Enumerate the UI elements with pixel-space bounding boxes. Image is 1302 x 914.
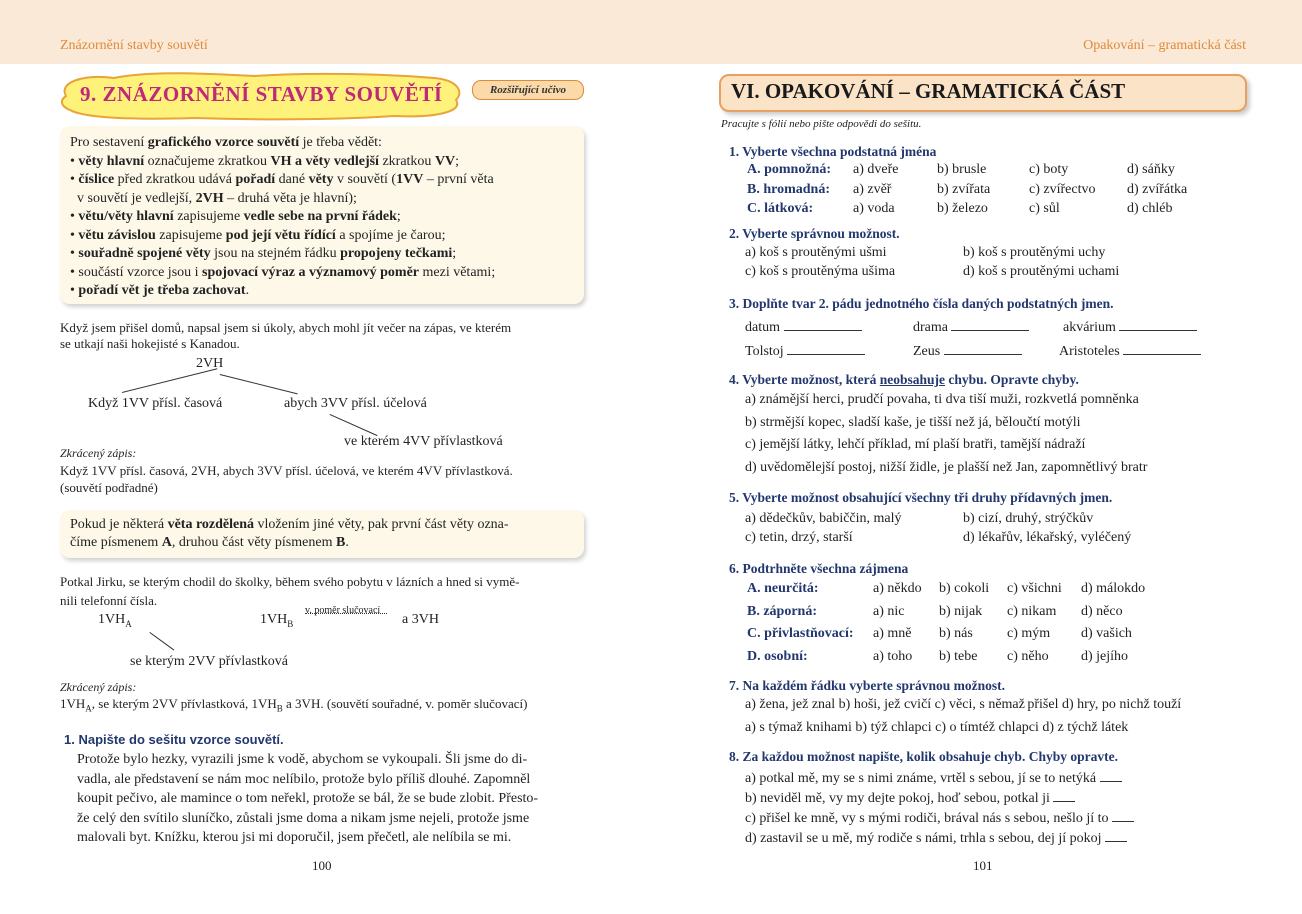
q6-row-label: D. osobní:: [747, 648, 808, 664]
q5-option: d) lékařův, lékařský, vyléčený: [963, 530, 1132, 545]
tree1-line: [220, 374, 298, 394]
q6-option: d) něco: [1081, 603, 1123, 619]
rule-line: • věty hlavní označujeme zkratkou VH a věty vedlejší zkratkou VV;: [70, 153, 460, 169]
q6-option: c) mým: [1007, 626, 1051, 641]
q6-option: d) vašich: [1081, 626, 1132, 641]
q6-row-label: C. přivlastňovací:: [747, 626, 854, 641]
q6-title: 6. Podtrhněte všechna zájmena: [729, 561, 909, 576]
exercise-line: malovali byt. Knížku, kterou jsi mi doporučil, jsem přečetl, ale nelíbila se mi.: [77, 830, 512, 845]
q1-option: b) železo: [937, 201, 988, 216]
q6-option: a) nic: [873, 603, 905, 619]
example-line: Potkal Jirku, se kterým chodil do školky, během svého pobytu v lázních a hned si vymě-: [60, 574, 520, 589]
rule-line: • větu/věty hlavní zapisujeme vedle sebe na první řádek;: [70, 209, 401, 224]
q1-option: d) chléb: [1127, 201, 1173, 216]
q6-option: c) nikam: [1007, 603, 1057, 619]
short-line: (souvětí podřadné): [60, 480, 158, 495]
q7-option: a) žena, jež znal b) hoši, jež cvičí c) věci, s němaž přišel d) hry, po nichž touží: [745, 697, 1182, 712]
q2-option: d) koš s proutěnými uchami: [963, 264, 1120, 279]
q6-option: c) všichni: [1007, 581, 1062, 596]
rule-line: • číslice před zkratkou udává pořadí dané věty v souvětí (1VV – první věta: [70, 172, 494, 187]
q8-option: b) neviděl mě, vy my dejte pokoj, hoď sebou, potkal ji: [745, 789, 1075, 807]
q4-title: 4. Vyberte možnost, která neobsahuje chybu. Opravte chyby.: [729, 372, 1079, 387]
page-number-left: 100: [312, 858, 332, 873]
tree2-line: [149, 632, 174, 650]
tree1-line: [122, 368, 217, 393]
rule-line: v souvětí je vedlejší, 2VH – druhá věta je hlavní);: [70, 190, 357, 206]
q6-option: b) cokoli: [939, 581, 990, 596]
example-line: Když jsem přišel domů, napsal jsem si úkoly, abych mohl jít večer na zápas, ve kterém: [60, 320, 512, 335]
rule-line: • součástí vzorce jsou i spojovací výraz a významový poměr mezi větami;: [70, 264, 496, 280]
q2-title: 2. Vyberte správnou možnost.: [729, 226, 900, 241]
right-running-head: Opakování – gramatická část: [1083, 38, 1246, 53]
short-notation-2: $1VH_A$, se kterým 2VV přívlastková, $1VH_B$ a 3VH. (souvětí souřadné, v. poměr slučovací): [60, 696, 528, 714]
q1-option: b) brusle: [937, 162, 987, 177]
tree2-dots: [305, 613, 387, 614]
q1-option: d) zvířátka: [1127, 181, 1188, 197]
q1-option: a) zvěř: [853, 181, 892, 197]
section-title: 9. ZNÁZORNĚNÍ STAVBY SOUVĚTÍ: [80, 82, 443, 106]
rules-box: [60, 126, 584, 304]
q5-option: c) tetin, drzý, starší: [745, 530, 853, 545]
q2-option: a) koš s proutěnými ušmi: [745, 245, 887, 260]
section-title-right: VI. OPAKOVÁNÍ – GRAMATICKÁ ČÁST: [731, 79, 1126, 103]
q6-option: d) jejího: [1081, 648, 1129, 664]
q3-word-blank: Aristoteles: [1059, 342, 1201, 360]
q6-option: c) něho: [1007, 648, 1049, 664]
exercise-line: vadla, ale představení se nám moc nelíbilo, protože bylo příliš dlouhé. Zapomněl: [77, 771, 531, 787]
q6-option: b) nijak: [939, 603, 983, 619]
left-running-head: Znázornění stavby souvětí: [60, 38, 208, 53]
tree1-node-3: ve kterém 4VV přívlastková: [344, 434, 503, 449]
short-label-2: Zkrácený zápis:: [60, 680, 137, 694]
q7-option: a) s týmaž knihami b) týž chlapci c) o tímtéž chlapci d) z týchž látek: [745, 720, 1129, 735]
rule-line: • pořadí vět je třeba zachovat.: [70, 283, 250, 298]
q1-row-label: C. látková:: [747, 201, 814, 216]
q6-option: b) nás: [939, 626, 973, 641]
page-header: [0, 0, 1302, 64]
rule-line: Pro sestavení grafického vzorce souvětí je třeba vědět:: [70, 135, 382, 150]
q1-option: c) zvířectvo: [1029, 181, 1096, 197]
exercise-line: koupit pečivo, ale mamince o tom neřekl, protože se bál, že se bude zlobit. Přesto-: [77, 791, 539, 806]
tree1-root: 2VH: [196, 356, 224, 371]
tree2-relation: v. poměr slučovací: [305, 605, 381, 616]
example-line: nili telefonní čísla.: [60, 593, 158, 608]
exercise-text: [77, 750, 538, 848]
example-sentence-2: [60, 572, 520, 610]
tree2-node-b: $1VH_B$: [260, 612, 294, 629]
split-sentence-box: [60, 510, 584, 558]
q5-title: 5. Vyberte možnost obsahující všechny tři druhy přídavných jmen.: [729, 490, 1113, 505]
q1-title: 1. Vyberte všechna podstatná jména: [729, 144, 937, 159]
q6-option: a) mně: [873, 626, 912, 641]
left-page: [0, 64, 651, 914]
q5-option: a) dědečkův, babiččin, malý: [745, 511, 902, 526]
q1-option: d) sáňky: [1127, 162, 1175, 177]
q8-title: 8. Za každou možnost napište, kolik obsahuje chyb. Chyby opravte.: [729, 749, 1118, 764]
q8-option: d) zastavil se u mě, mý rodiče s námi, trhla s sebou, dej jí pokoj: [745, 829, 1127, 847]
example-sentence-1: [60, 320, 511, 352]
q1-row-label: A. pomnožná:: [747, 162, 832, 177]
short-label-1: Zkrácený zápis:: [60, 446, 137, 460]
split-rule-line: číme písmenem A, druhou část věty písmenem B.: [70, 535, 349, 550]
q1-option: c) sůl: [1029, 201, 1060, 216]
q3-word-blank: akvárium: [1063, 318, 1197, 336]
q6-option: b) tebe: [939, 648, 978, 664]
rule-line: • souřadně spojené věty jsou na stejném řádku propojeny tečkami;: [70, 246, 457, 261]
page-number-right: 101: [973, 858, 993, 873]
q1-option: a) voda: [853, 201, 895, 216]
example-line: se utkají naši hokejisté s Kanadou.: [60, 336, 240, 351]
q5-option: b) cizí, druhý, strýčkův: [963, 511, 1094, 526]
exercise-title: 1. Napište do sešitu vzorce souvětí.: [64, 732, 284, 747]
q8-option: a) potkal mě, my se s nimi známe, vrtěl s sebou, jí se to netýká: [745, 769, 1122, 787]
q3-word-blank: datum: [745, 318, 862, 336]
short-line: Když 1VV přísl. časová, 2VH, abych 3VV přísl. účelová, ve kterém 4VV přívlastková.: [60, 463, 513, 478]
q7-title: 7. Na každém řádku vyberte správnou možnost.: [729, 678, 1006, 693]
tree1-node-1: Když 1VV přísl. časová: [88, 396, 223, 411]
q1-row-label: B. hromadná:: [747, 181, 830, 197]
exercise-line: že celý den svítilo sluníčko, zůstali jsme doma a nikam jsme nejeli, protože jsme: [77, 810, 530, 826]
q2-option: b) koš s proutěnými uchy: [963, 245, 1106, 260]
q1-option: a) dveře: [853, 162, 899, 177]
tree2-node-c: a 3VH: [402, 612, 439, 627]
tree2-node-a: $1VH_A$: [98, 612, 132, 629]
q1-option: c) boty: [1029, 162, 1069, 177]
q6-row-label: B. záporná:: [747, 603, 817, 619]
q6-option: a) toho: [873, 648, 913, 664]
rule-line: • větu závislou zapisujeme pod její větu řídící a spojíme je čarou;: [70, 227, 446, 243]
q6-option: d) málokdo: [1081, 581, 1146, 596]
short-notation-1: [60, 462, 513, 496]
q4-option: d) uvědomělejší postoj, nižší židle, je plašší než Jan, zapomnětlivý bratr: [745, 459, 1148, 475]
q4-option: c) jemější látky, lehčí příklad, mí plaší bratři, tamější nádraží: [745, 437, 1086, 452]
q4-option: a) známější herci, prudčí povaha, ti dva tiší muži, rozkvetlá pomněnka: [745, 392, 1139, 407]
split-rule-line: Pokud je některá věta rozdělená vložením jiné věty, pak první část věty ozna-: [70, 517, 509, 532]
q8-option: c) přišel ke mně, vy s mými rodiči, brával nás s sebou, nešlo jí to: [745, 809, 1134, 827]
exercise-line: Protože bylo hezky, vyrazili jsme k vodě, abychom se vykoupali. Šli jsme do di-: [77, 752, 528, 767]
q3-word-blank: Zeus: [913, 342, 1022, 360]
q1-option: b) zvířata: [937, 181, 991, 197]
tree2-node-sub: se kterým 2VV přívlastková: [130, 654, 288, 669]
q3-word-blank: drama: [913, 318, 1029, 336]
q3-title: 3. Doplňte tvar 2. pádu jednotného čísla daných podstatných jmen.: [729, 296, 1114, 311]
q6-row-label: A. neurčitá:: [747, 581, 819, 596]
instruction: Pracujte s fólií nebo pište odpovědi do sešitu.: [721, 118, 922, 130]
q4-option: b) strmější kopec, sladší kaše, je tišší než já, běloučtí motýli: [745, 414, 1081, 430]
q2-option: c) koš s proutěnýma ušima: [745, 264, 896, 279]
tree1-line: [330, 414, 378, 436]
badge-extended: Rozšiřující učivo: [472, 80, 584, 100]
q3-word-blank: Tolstoj: [745, 342, 865, 360]
tree1-node-2: abych 3VV přísl. účelová: [284, 396, 427, 411]
right-page: [651, 64, 1302, 914]
q6-option: a) někdo: [873, 581, 922, 596]
